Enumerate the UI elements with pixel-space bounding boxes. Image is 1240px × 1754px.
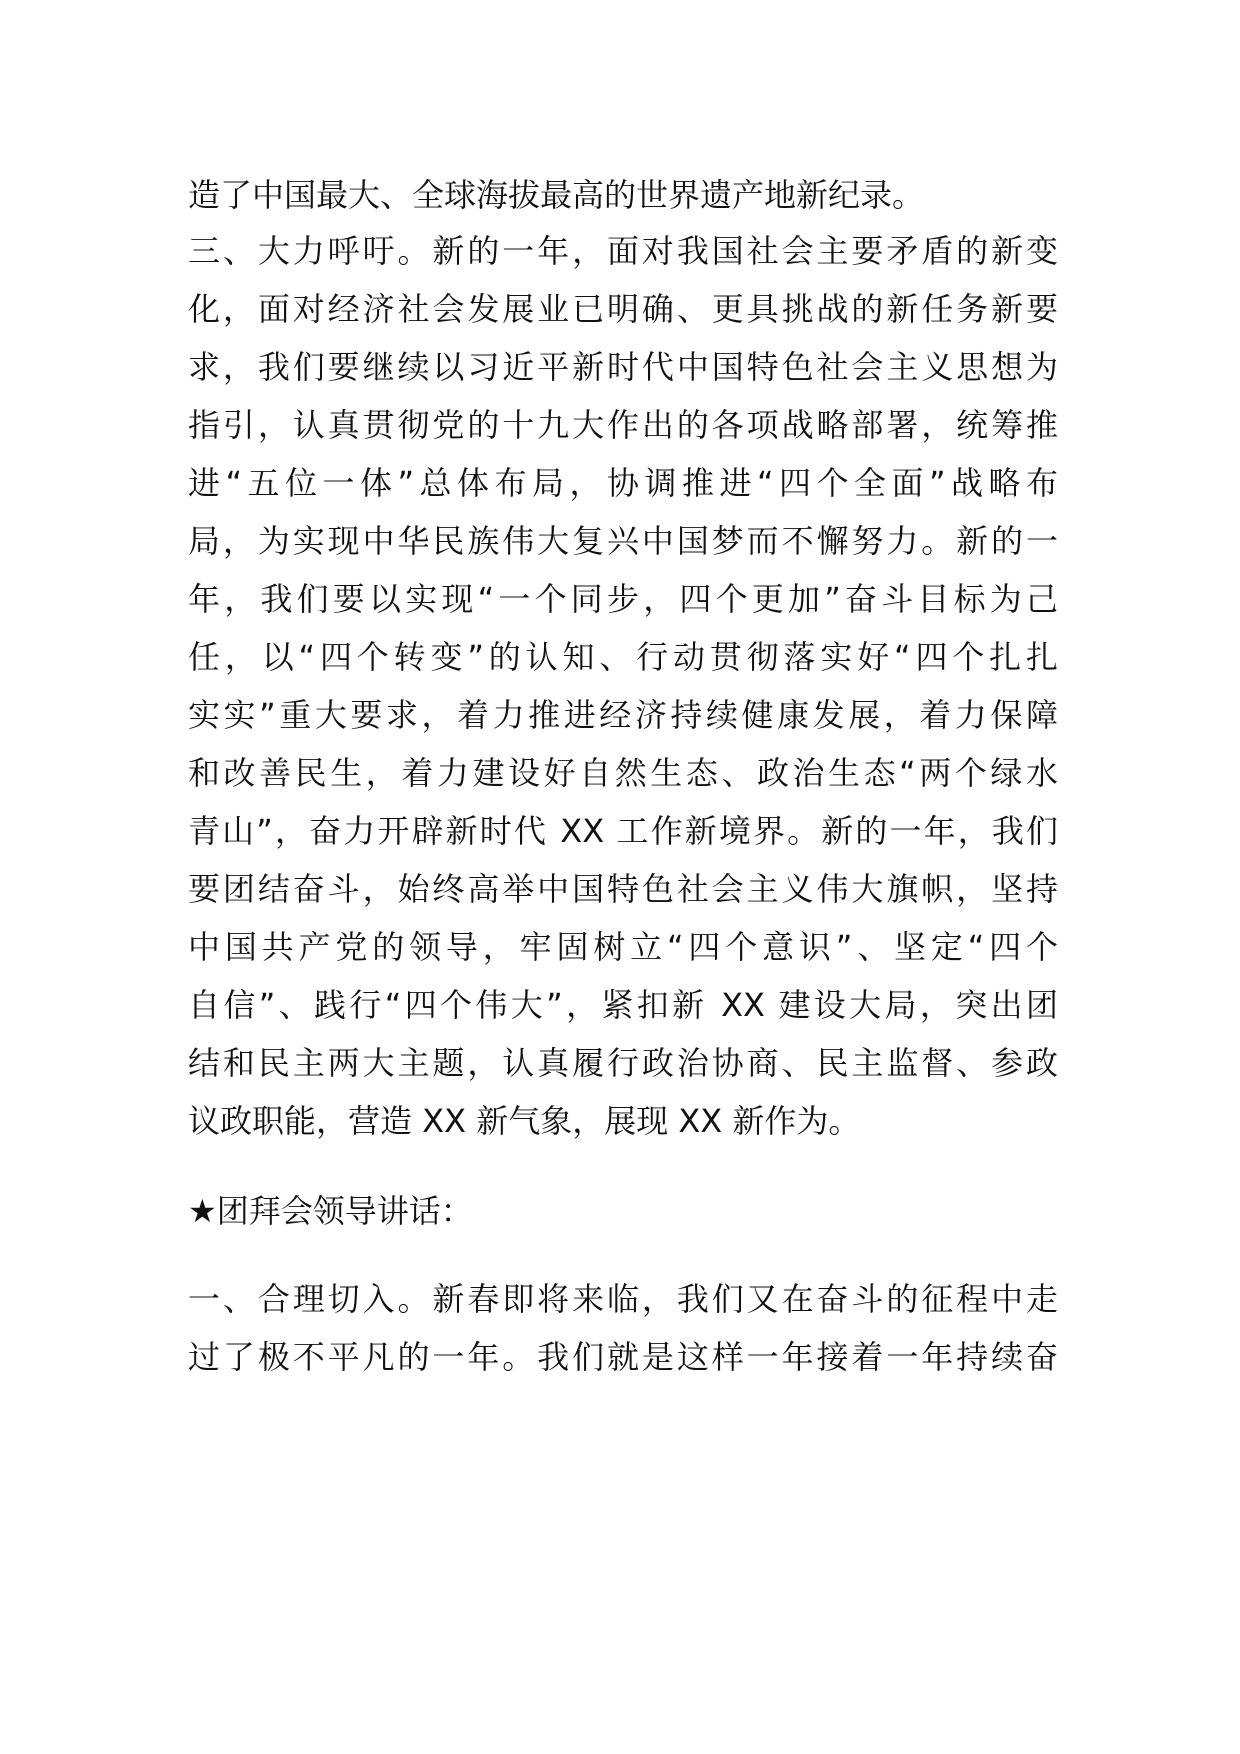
paragraph-line: 议政职能，营造 XX 新气象，展现 XX 新作为。 (188, 1102, 861, 1140)
paragraph-line: 任，以“四个转变”的认知、行动贯彻落实好“四个扎扎 (188, 638, 1058, 676)
section-heading: ★团拜会领导讲话： (188, 1192, 473, 1230)
paragraph-line: 指引，认真贯彻党的十九大作出的各项战略部署，统筹推 (188, 406, 1058, 444)
paragraph-line: 自信”、践行“四个伟大”，紧扣新 XX 建设大局，突出团 (188, 986, 1058, 1024)
paragraph-line: 化，面对经济社会发展业已明确、更具挑战的新任务新要 (188, 290, 1058, 328)
paragraph-line: 和改善民生，着力建设好自然生态、政治生态“两个绿水 (188, 754, 1058, 792)
paragraph-line: 求，我们要继续以习近平新时代中国特色社会主义思想为 (188, 348, 1058, 386)
paragraph-line: 结和民主两大主题，认真履行政治协商、民主监督、参政 (188, 1044, 1058, 1082)
paragraph-line: 局，为实现中华民族伟大复兴中国梦而不懈努力。新的一 (188, 522, 1058, 560)
paragraph-line: 造了中国最大、全球海拔最高的世界遗产地新纪录。 (188, 176, 925, 214)
paragraph-line: 要团结奋斗，始终高举中国特色社会主义伟大旗帜，坚持 (188, 870, 1058, 908)
paragraph-line: 过了极不平凡的一年。我们就是这样一年接着一年持续奋 (188, 1338, 1058, 1376)
paragraph-line: 进“五位一体”总体布局，协调推进“四个全面”战略布 (188, 464, 1058, 502)
paragraph-line: 实实”重大要求，着力推进经济持续健康发展，着力保障 (188, 696, 1058, 734)
paragraph-line: 一、合理切入。新春即将来临，我们又在奋斗的征程中走 (188, 1280, 1058, 1318)
paragraph-line: 年，我们要以实现“一个同步，四个更加”奋斗目标为己 (188, 580, 1058, 618)
paragraph-line: 三、大力呼吁。新的一年，面对我国社会主要矛盾的新变 (188, 232, 1058, 270)
paragraph-line: 中国共产党的领导，牢固树立“四个意识”、坚定“四个 (188, 928, 1058, 966)
paragraph-line: 青山”，奋力开辟新时代 XX 工作新境界。新的一年，我们 (188, 812, 1058, 850)
